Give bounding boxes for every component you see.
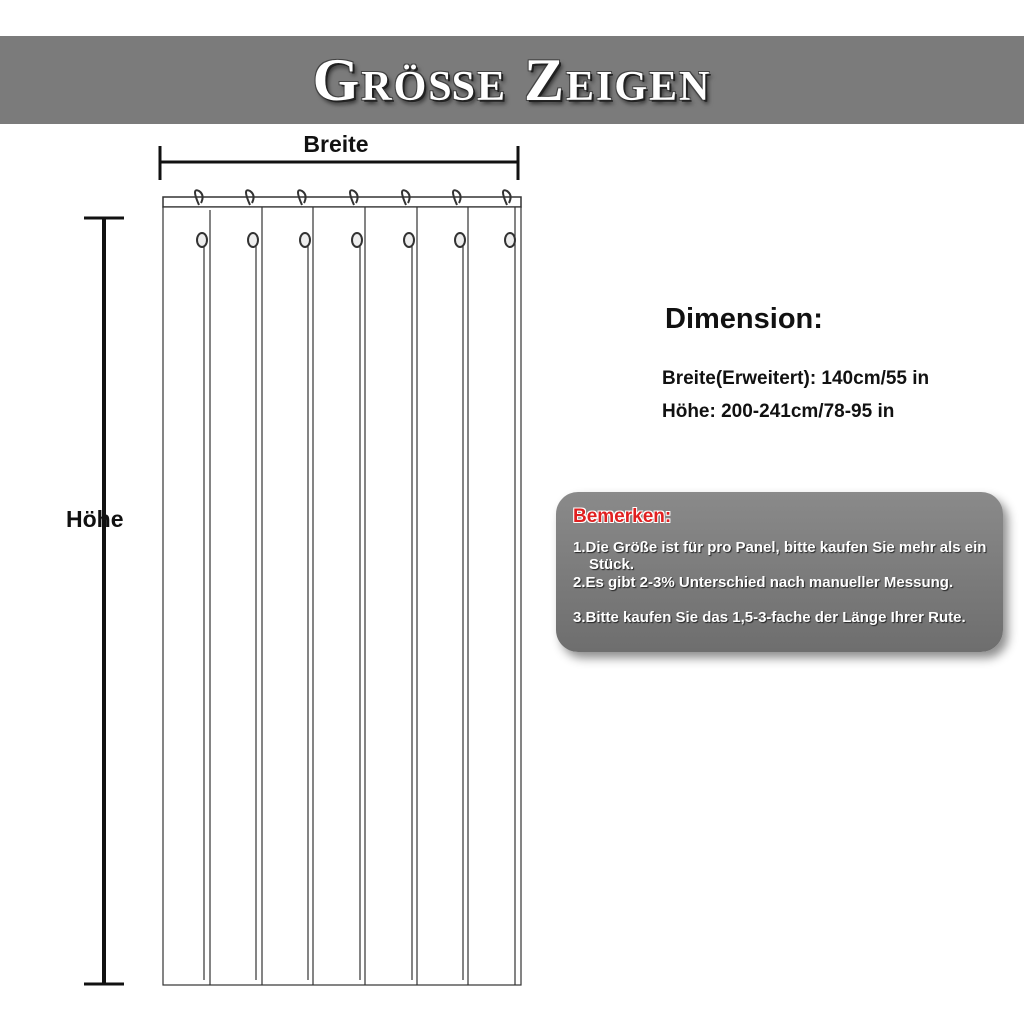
curtain-panel — [163, 207, 521, 985]
height-label: Höhe — [66, 506, 124, 532]
curtain-rod — [163, 197, 521, 207]
note-item: 2.Es gibt 2-3% Unterschied nach manueller Messung. — [573, 574, 954, 591]
note-item: 1.Die Größe ist für pro Panel, bitte kaufen Sie mehr als ein Stück. — [573, 539, 987, 573]
dimension-title: Dimension: — [665, 303, 823, 335]
note-item: 3.Bitte kaufen Sie das 1,5-3-fache der Länge Ihrer Rute. — [573, 609, 966, 626]
page-title: Größe Zeigen — [312, 47, 712, 113]
dimension-width: Breite(Erweitert): 140cm/55 in — [662, 368, 930, 389]
height-dimension-line — [84, 218, 124, 984]
width-label: Breite — [303, 131, 369, 157]
dimension-height: Höhe: 200-241cm/78-95 in — [662, 401, 895, 422]
notes-title: Bemerken: — [573, 506, 672, 527]
